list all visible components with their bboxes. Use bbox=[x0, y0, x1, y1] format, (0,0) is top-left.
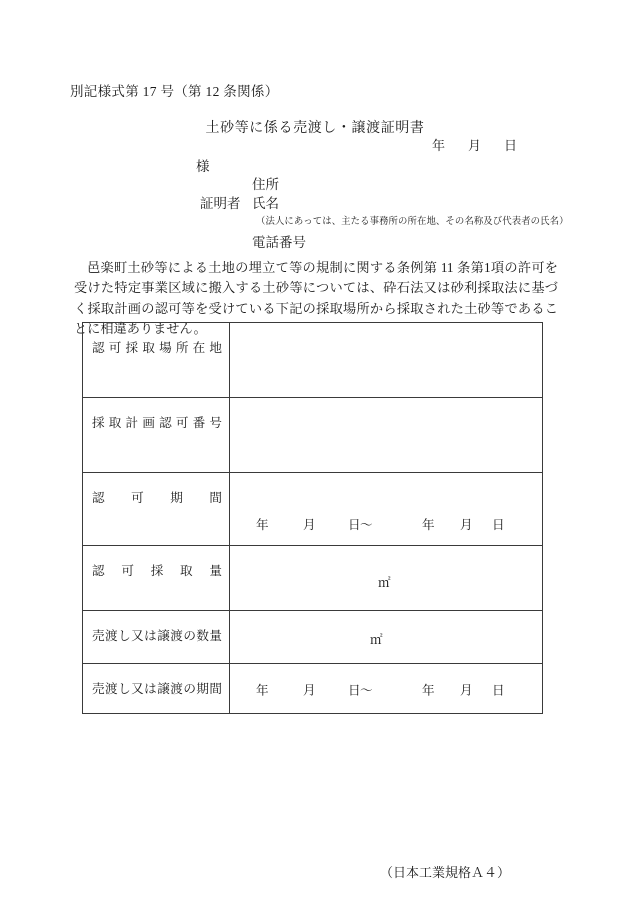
issue-date-month: 月 bbox=[468, 138, 482, 153]
row-value-transfer-volume[interactable] bbox=[230, 611, 543, 664]
row-label-text: 売渡し又は譲渡の数量 bbox=[92, 629, 222, 643]
paper-standard-note: （日本工業規格Ａ４） bbox=[379, 865, 510, 880]
date-year-from: 年 bbox=[256, 683, 269, 697]
date-year-to: 年 bbox=[422, 683, 435, 697]
certifier-name-label: 氏名 bbox=[252, 196, 279, 211]
row-label-text: 認可期間 bbox=[92, 491, 222, 505]
issue-date-day: 日 bbox=[504, 138, 518, 153]
certifier-label: 証明者 bbox=[200, 196, 241, 211]
date-day-from: 日 bbox=[348, 518, 361, 532]
row-label-permit-number bbox=[83, 398, 230, 473]
document-title: 土砂等に係る売渡し・譲渡証明書 bbox=[205, 121, 425, 136]
form-number: 別記様式第 17 号（第 12 条関係） bbox=[70, 84, 279, 99]
table-row bbox=[83, 664, 543, 714]
row-label-transfer-period bbox=[83, 664, 230, 714]
date-day-to: 日 bbox=[492, 518, 505, 532]
row-value-permit-location[interactable] bbox=[230, 323, 543, 398]
addressee-honorific: 様 bbox=[196, 159, 210, 174]
date-day-from: 日 bbox=[348, 683, 361, 697]
row-label-permit-location bbox=[83, 323, 230, 398]
date-year-from: 年 bbox=[256, 518, 269, 532]
corporate-entity-note: （法人にあっては、主たる事務所の所在地、その名称及び代表者の氏名） bbox=[256, 217, 569, 227]
table-row bbox=[83, 611, 543, 664]
date-range-tilde: ～ bbox=[360, 683, 373, 697]
unit-square-meter: ㎡ bbox=[370, 633, 383, 647]
date-month-from: 月 bbox=[303, 683, 316, 697]
table-row bbox=[83, 398, 543, 473]
row-label-text: 認可採取量 bbox=[92, 564, 222, 578]
date-year-to: 年 bbox=[422, 518, 435, 532]
issue-date-year: 年 bbox=[432, 138, 446, 153]
row-value-permit-number[interactable] bbox=[230, 398, 543, 473]
row-value-transfer-period[interactable] bbox=[230, 664, 543, 714]
table-row bbox=[83, 473, 543, 546]
certifier-phone-label: 電話番号 bbox=[252, 235, 306, 250]
date-day-to: 日 bbox=[492, 683, 505, 697]
table-row bbox=[83, 323, 543, 398]
date-range-tilde: ～ bbox=[360, 518, 373, 532]
row-label-permitted-volume bbox=[83, 546, 230, 611]
date-range-transfer-period bbox=[256, 679, 505, 698]
date-month-to: 月 bbox=[460, 683, 473, 697]
table-row bbox=[83, 546, 543, 611]
extraction-info-table bbox=[82, 322, 543, 714]
row-label-transfer-volume bbox=[83, 611, 230, 664]
certifier-address-label: 住所 bbox=[252, 177, 279, 192]
row-value-permit-period[interactable] bbox=[230, 473, 543, 546]
body-paragraph: 邑楽町土砂等による土地の埋立て等の規制に関する条例第 11 条第1項の許可を受けた特定事業区域に搬入する土砂等については、砕石法又は砂利採取法に基づく採取計画の認可等を受けている下記の採取場所から採取された土砂等であることに相違ありません。 bbox=[74, 260, 558, 337]
unit-square-meter: ㎡ bbox=[378, 576, 391, 590]
issue-date-line bbox=[432, 135, 517, 154]
row-label-permit-period bbox=[83, 473, 230, 546]
row-value-permitted-volume[interactable] bbox=[230, 546, 543, 611]
row-label-text: 売渡し又は譲渡の期間 bbox=[92, 682, 222, 696]
row-label-text: 採取計画認可番号 bbox=[92, 416, 222, 430]
date-month-from: 月 bbox=[303, 518, 316, 532]
date-month-to: 月 bbox=[460, 518, 473, 532]
row-label-text: 認可採取場所在地 bbox=[92, 341, 222, 355]
date-range-permit-period bbox=[256, 514, 505, 533]
